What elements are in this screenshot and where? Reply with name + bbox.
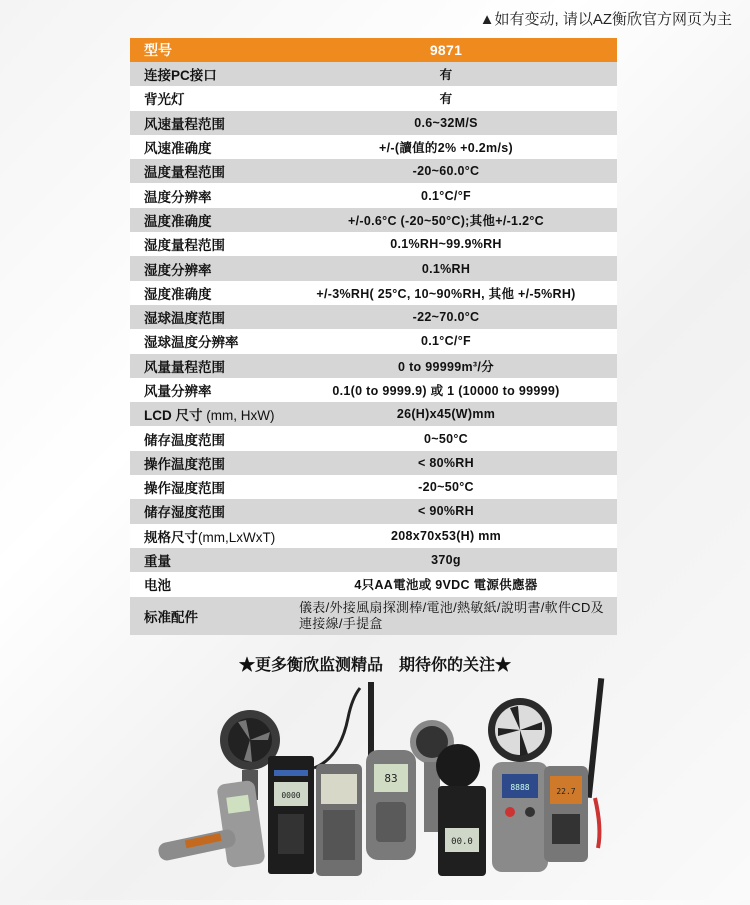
spec-row <box>130 256 617 280</box>
spec-row <box>130 378 617 402</box>
spec-value: < 90%RH <box>418 504 474 519</box>
spec-value: 0.1(0 to 9999.9) 或 1 (10000 to 99999) <box>332 384 560 398</box>
spec-label: 标准配件 <box>144 609 198 625</box>
spec-row <box>130 451 617 475</box>
spec-value: 0.1%RH~99.9%RH <box>390 237 502 252</box>
spec-row <box>130 159 617 183</box>
spec-row <box>130 135 617 159</box>
spec-label: 温度量程范围 <box>144 165 225 181</box>
spec-value: 0.1°C/°F <box>421 188 471 203</box>
spec-label: 储存温度范围 <box>144 432 225 448</box>
spec-row <box>130 208 617 232</box>
spec-row <box>130 524 617 548</box>
spec-value: -20~50°C <box>418 480 474 495</box>
screen-reading: 00.0 <box>451 837 473 847</box>
screen-reading: 0000 <box>281 791 301 800</box>
spec-value: 有 <box>439 92 453 107</box>
spec-label: 风速准确度 <box>144 141 212 157</box>
spec-label: 湿球温度分辨率 <box>144 335 239 351</box>
spec-row <box>130 426 617 450</box>
spec-label: 湿度准确度 <box>144 286 212 302</box>
spec-label: LCD 尺寸 (mm, HxW) <box>144 408 275 424</box>
spec-value: 0~50°C <box>424 431 468 446</box>
handheld-meter-gray <box>216 780 265 868</box>
pen-meter <box>157 828 237 862</box>
spec-value: 370g <box>431 553 461 568</box>
spec-label: 风量分辨率 <box>144 384 212 399</box>
spec-row <box>130 354 617 378</box>
spec-row <box>130 572 617 596</box>
spec-label: 湿度量程范围 <box>144 238 225 254</box>
spec-value: 0.6~32M/S <box>414 115 478 130</box>
spec-value: < 80%RH <box>418 455 474 470</box>
spec-row <box>130 548 617 572</box>
handheld-meter-right <box>544 678 604 862</box>
spec-label: 储存湿度范围 <box>144 505 225 521</box>
spec-row <box>130 232 617 256</box>
spec-header-label: 型号 <box>144 42 172 58</box>
spec-value: 208x70x53(H) mm <box>390 528 502 543</box>
spec-label: 电池 <box>144 578 171 594</box>
spec-label: 连接PC接口 <box>144 68 217 84</box>
spec-row <box>130 499 617 523</box>
spec-row <box>130 402 617 426</box>
vane-anemometer-large <box>488 698 552 872</box>
spec-label: 重量 <box>144 554 171 570</box>
product-lineup-image <box>140 678 610 900</box>
spec-value: +/-0.6°C (-20~50°C);其他+/-1.2°C <box>348 213 544 228</box>
spec-value: +/-3%RH( 25°C, 10~90%RH, 其他 +/-5%RH) <box>316 286 576 301</box>
spec-value: -20~60.0°C <box>412 164 480 179</box>
handheld-meter-center <box>366 750 416 860</box>
spec-row <box>130 305 617 329</box>
spec-label: 背光灯 <box>144 92 185 108</box>
spec-header-model: 9871 <box>429 42 463 58</box>
spec-row <box>130 183 617 207</box>
spec-value: 0.1%RH <box>421 261 471 276</box>
screen-reading: 83 <box>384 772 398 785</box>
spec-label: 操作湿度范围 <box>144 481 225 497</box>
spec-row <box>130 329 617 353</box>
spec-label: 温度分辨率 <box>144 189 212 205</box>
spec-row <box>130 111 617 135</box>
spec-row <box>130 475 617 499</box>
spec-label: 湿球温度范围 <box>144 311 225 327</box>
datalogger-meter <box>316 764 362 876</box>
spec-row <box>130 597 617 635</box>
spec-header-row <box>130 38 617 62</box>
product-lineup-illustration <box>140 678 610 900</box>
screen-reading: 8888 <box>510 783 530 792</box>
spec-label: 湿度分辨率 <box>144 262 212 278</box>
spec-row <box>130 62 617 86</box>
spec-label: 风速量程范围 <box>144 116 225 132</box>
spec-row <box>130 86 617 110</box>
notice-text: ▲如有变动, 请以AZ衡欣官方网页为主 <box>479 11 732 28</box>
spec-label: 风量量程范围 <box>144 359 225 375</box>
spec-value: 26(H)x45(W)mm <box>396 407 496 422</box>
spec-row <box>130 281 617 305</box>
spec-value: +/-(讀值的2% +0.2m/s) <box>379 141 513 156</box>
spec-value: 0 to 99999m³/分 <box>398 359 494 374</box>
spec-label: 温度准确度 <box>144 213 212 229</box>
spec-value: 有 <box>439 68 453 83</box>
spec-value: 儀表/外接風扇探測棒/電池/熱敏紙/說明書/軟件CD及連接線/手提盒 <box>299 599 604 631</box>
footer-title: ★更多衡欣监测精品 期待你的关注★ <box>238 657 511 674</box>
spec-table <box>130 38 617 635</box>
handheld-meter-dark <box>436 744 486 876</box>
spec-label: 规格尺寸(mm,LxWxT) <box>144 529 276 545</box>
spec-value: 4只AA電池或 9VDC 電源供應器 <box>354 578 538 593</box>
spec-label: 操作温度范围 <box>144 456 225 472</box>
screen-reading: 22.7 <box>556 787 576 796</box>
spec-value: 0.1°C/°F <box>421 334 471 349</box>
spec-value: -22~70.0°C <box>412 310 480 325</box>
